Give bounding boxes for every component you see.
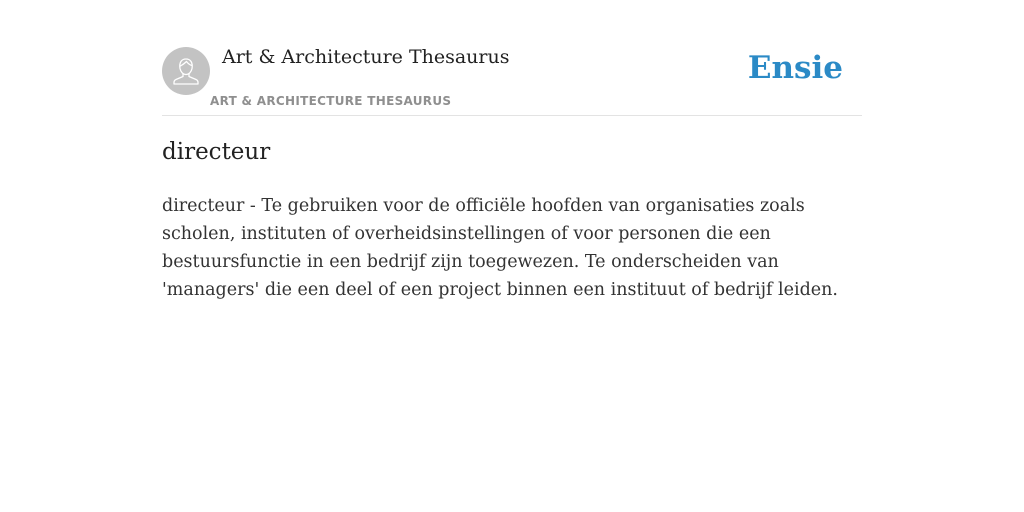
entry-header <box>162 46 862 116</box>
author-name-link[interactable]: Art & Architecture Thesaurus <box>222 46 510 68</box>
entry-definition: directeur - Te gebruiken voor de officiële hoofden van organisaties zoals scholen, instituten of overheidsinstellingen of voor personen die een bestuursfunctie in een bedrijf zijn toegewezen. Te onderscheiden van 'managers' die een deel of een project binnen een instituut of bedrijf leiden. <box>162 196 838 300</box>
source-label: ART & ARCHITECTURE THESAURUS <box>210 94 452 108</box>
brand-logo[interactable]: Ensie <box>747 50 843 86</box>
entry-term: directeur <box>162 139 271 165</box>
user-avatar-icon[interactable] <box>162 47 210 95</box>
